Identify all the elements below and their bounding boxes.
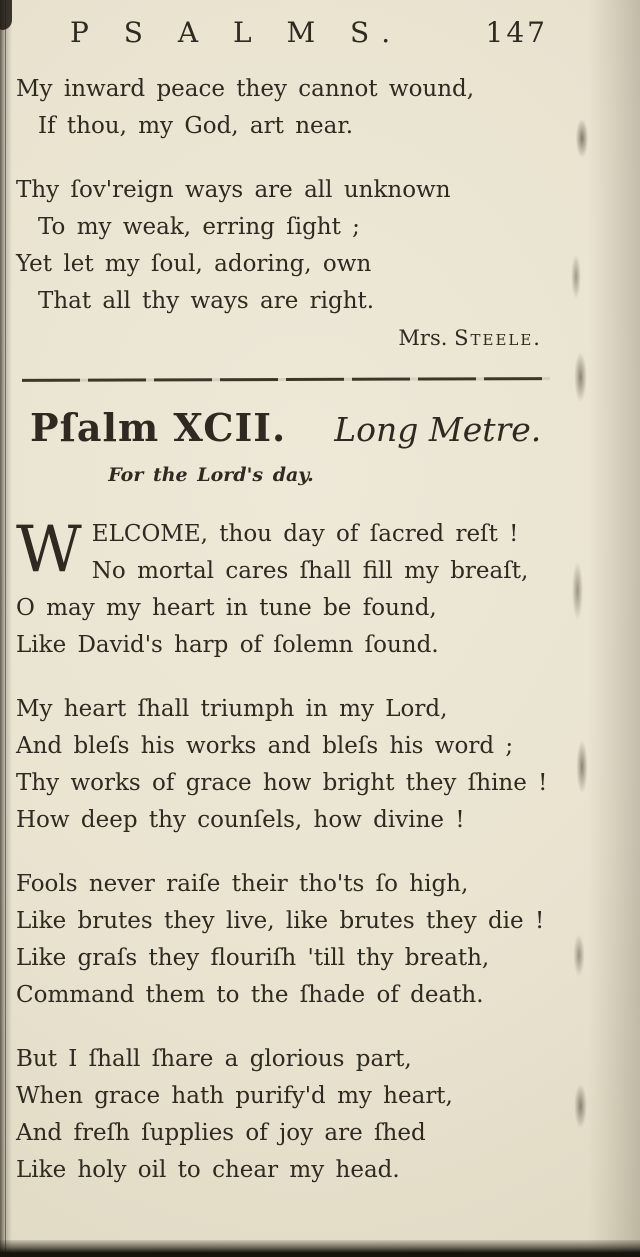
stanza [16, 691, 576, 839]
verse-line: To my weak, erring ſight ; [38, 214, 360, 240]
previous-psalm-ending [16, 71, 576, 320]
verse-line: If thou, my God, art near. [38, 113, 354, 139]
attribution-prefix: Mrs. [398, 326, 448, 350]
stanza [16, 172, 576, 320]
stanza [16, 513, 576, 664]
bottom-page-edge [0, 1240, 640, 1257]
verse-line: How deep thy counſels, how divine ! [16, 807, 465, 833]
page-content [0, 71, 640, 1189]
verse-line: Yet let my ſoul, adoring, own [16, 251, 372, 277]
verse-line: Like brutes they live, like brutes they die ! [16, 908, 545, 934]
verse-line: Like holy oil to chear my head. [16, 1157, 400, 1183]
page-number: 147 [485, 16, 548, 49]
verse-line: And freſh ſupplies of joy are ſhed [16, 1120, 426, 1146]
psalm-subtitle: For the Lord's day. [108, 464, 314, 486]
verse-line: ELCOME, thou day of ſacred reſt ! [91, 521, 519, 547]
author-attribution [16, 326, 576, 350]
section-divider-rule [22, 377, 550, 382]
verse-line: Fools never raiſe their tho'ts ſo high, [16, 871, 469, 897]
verse-line: Like graſs they flouriſh 'till thy breath, [16, 945, 490, 971]
drop-cap: W [16, 513, 82, 587]
running-header [0, 0, 640, 49]
verse-line: Thy ſov'reign ways are all unknown [16, 177, 451, 203]
verse-line: My inward peace they cannot wound, [16, 76, 475, 102]
psalm-heading [16, 405, 576, 450]
verse-line: That all thy ways are right. [38, 288, 375, 314]
verse-line: My heart ſhall triumph in my Lord, [16, 696, 448, 722]
verse-line: No mortal cares ſhall fill my breaſt, [91, 558, 529, 584]
psalm-body [16, 513, 576, 1189]
psalm-metre: Long Metre. [334, 410, 542, 449]
verse-line: O may my heart in tune be found, [16, 595, 437, 621]
verse-line: Like David's harp of ſolemn ſound. [16, 632, 439, 658]
verse-line: And bleſs his works and bleſs his word ; [16, 733, 514, 759]
verse-line: But I ſhall ſhare a glorious part, [16, 1046, 412, 1072]
verse-line: When grace hath purify'd my heart, [16, 1083, 453, 1109]
stanza [16, 71, 576, 145]
psalm-title: Pſalm XCII. [30, 405, 287, 450]
verse-line: Command them to the ſhade of death. [16, 982, 484, 1008]
header-title: P S A L M S. [70, 16, 404, 49]
stanza [16, 866, 576, 1014]
verse-line: Thy works of grace how bright they ſhine ! [16, 770, 548, 796]
attribution-name: Steele. [454, 326, 542, 350]
stanza [16, 1041, 576, 1189]
